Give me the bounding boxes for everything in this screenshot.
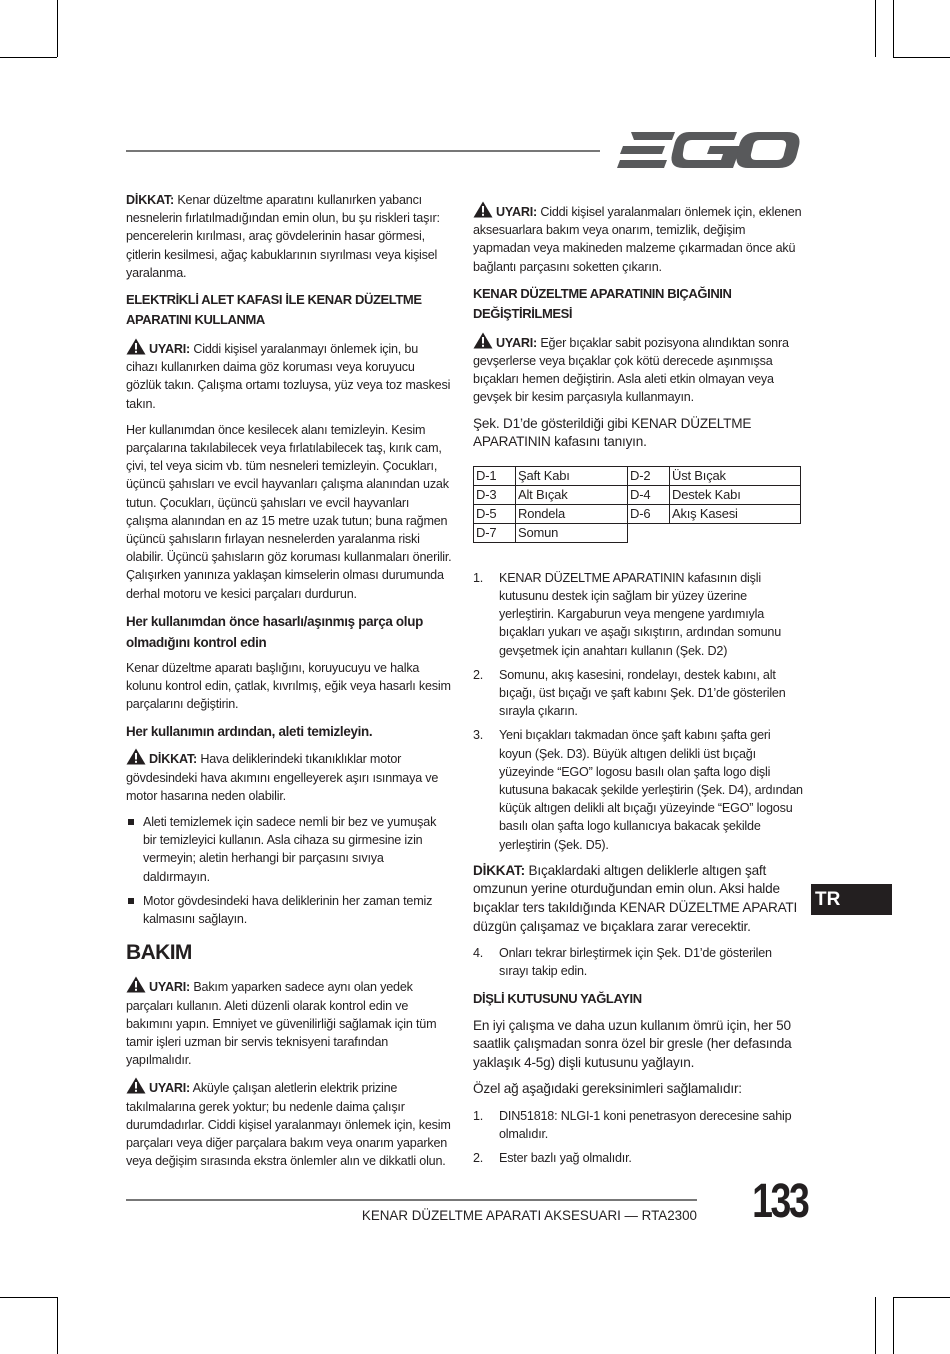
part-code: D-1 (474, 466, 516, 485)
section-heading-maintenance: BAKIM (126, 941, 192, 965)
warning-block (473, 201, 803, 276)
caution-label: DİKKAT: (473, 862, 525, 878)
warning-text: Ciddi kişisel yaralanmaları önlemek için, eklenen aksesuarlara bakım veya onarım, temizlik, değişim yapmadan veya makineden malzeme çıkarmadan önce akü bağlantı parçasını soketten çıkarın. (473, 205, 802, 274)
section-heading: ELEKTRİKLİ ALET KAFASI İLE KENAR DÜZELTME APARATINI KULLANMA (126, 292, 422, 328)
warning-text: Ciddi kişisel yaralanmayı önlemek için, bu cihazı kullanırken daima göz koruması veya koruyucu gözlük takın. Çalışma ortamı tozluysa, yüz veya toz maskesi takın. (126, 342, 451, 411)
empty-cell (628, 523, 670, 542)
warning-triangle-icon (126, 1077, 146, 1094)
warning-triangle-icon (126, 976, 146, 993)
list-item: Aleti temizlemek için sadece nemli bir bez ve yumuşak bir temizleyici kullanın. Asla cihaza su girmesine izin vermeyin; aletin herhangi bir parçasını sıvıya daldırmayın. (126, 813, 452, 886)
caution-label: DİKKAT: (149, 752, 198, 767)
caution-text: Kenar düzeltme aparatını kullanırken yabancı nesnelerin fırlatılmadığından emin olun, bu şu riskleri taşır: pencerelerin kırılması, araç gövdelerinin hasar görmesi, çitlerin kesilmesi, ağaç kabuklarının sıyrılması veya kişisel yaralanma. (126, 193, 440, 280)
caution-block (473, 862, 803, 936)
warning-label: UYARI: (149, 980, 191, 995)
reassembly-step (473, 944, 803, 980)
paragraph-identify: Şek. D1’de gösterildiği gibi KENAR DÜZELTME APARATININ kafasını tanıyın. (473, 415, 752, 450)
list-item: 3. Yeni bıçakları takmadan önce şaft kabını şafta geri koyun (Şek. D3). Büyük altıgen delikli üst bıçağı yüzeyinde “EGO” logosu basılı olan şafta logo dişli kutusuna bakacak şekilde yerleştirin (Şek. D4), ardından küçük altıgen delikli alt bıçağı yüzeyinde “EGO” logosu basılı olan şafta logo kullanıcıya bakacak şekilde yerleştirin (Şek. D5). (473, 728, 803, 852)
warning-label: UYARI: (496, 205, 538, 219)
cleaning-list (126, 813, 452, 928)
part-name: Alt Bıçak (516, 485, 628, 504)
paragraph-clear-area: Her kullanımdan önce kesilecek alanı temizleyin. Kesim parçalarına takılabilecek veya fırlatılabilecek taş, kırık cam, çivi, tel veya sicim vb. tüm nesneleri temizleyin. Çocukları, üçüncü şahısları ve evcil hayvanları çalışma alanından uzak tutun. Çocukları, üçüncü şahısları ve evcil hayvanları çalışma alanından en az 15 metre uzak tutun; buna rağmen üçüncü şahısların fırlayan nesnelerden yaralanma riski olabilir. Üçüncü şahısların göz koruması kullanmaları önerilir. Çalışırken yanınıza yaklaşan kimselerin olması durumunda derhal motoru ve kesici parçaları durdurun. (126, 422, 452, 601)
part-code: D-3 (474, 485, 516, 504)
crop-mark (875, 1297, 876, 1354)
table-row (474, 466, 801, 485)
intro-caution (126, 191, 452, 282)
crop-mark (0, 57, 57, 58)
crop-mark (893, 1297, 894, 1354)
caution-block (126, 748, 452, 805)
part-code: D-7 (474, 523, 516, 542)
caution-text: Bıçaklardaki altıgen deliklerle altıgen şaft omzunun yerine oturduğundan emin olun. Aksi halde bıçaklar ters takıldığında KENAR DÜZELTME APARATI düzgün çalışamaz ve bıçaklara zarar verecektir. (473, 862, 798, 934)
section-heading: DİŞLİ KUTUSUNU YAĞLAYIN (473, 990, 642, 1006)
section-heading: KENAR DÜZELTME APARATININ BIÇAĞININ DEĞİŞTİRİLMESİ (473, 285, 732, 321)
part-code: D-6 (628, 504, 670, 523)
subheading-clean: Her kullanımın ardından, aleti temizleyin. (126, 724, 373, 740)
part-code: D-5 (474, 504, 516, 523)
list-item: 1. KENAR DÜZELTME APARATININ kafasının dişli kutusunu destek için sağlam bir yüzey üzerine yerleştirin. Kargaburun veya mengene yardımıyla bıçakları yukarı ve aşağı sıkıştırın, ardından somunu gevşetmek için anahtarı kullanın (Şek. D2) (473, 570, 781, 658)
warning-text: Bakım yaparken sadece aynı olan yedek parçaları kullanın. Aleti düzenli olarak kontrol edin ve bakımını yapın. Emniyet ve güvenilirliği sağlamak için tüm tamir işleri uzman bir servis teknisyeni tarafından yapılmalıdır. (126, 980, 437, 1068)
warning-triangle-icon (473, 201, 493, 218)
list-item: 2. Somunu, akış kasesini, rondelayı, destek kabını, alt bıçağı, üst bıçağı ve şaft kabını Şek. D1’de gösterilen sırayla çıkarın. (473, 667, 786, 719)
caution-label: DİKKAT: (126, 193, 175, 207)
language-tab: TR (811, 884, 892, 915)
part-name: Üst Bıçak (670, 466, 801, 485)
crop-mark (893, 0, 894, 57)
part-name: Şaft Kabı (516, 466, 628, 485)
paragraph-requirements: Özel ağ aşağıdaki gereksinimleri sağlamalıdır: (473, 1081, 742, 1097)
warning-block (126, 338, 452, 413)
paragraph-check: Kenar düzeltme aparatı başlığını, koruyucuyu ve halka kolunu kontrol edin, çatlak, kıvrılmış, eğik veya hasarlı kesim parçalarını değiştirin. (126, 660, 451, 712)
list-item: 1. DIN51818: NLGI-1 koni penetrasyon derecesine sahip olmalıdır. (473, 1109, 792, 1142)
warning-label: UYARI: (149, 1081, 191, 1096)
part-code: D-2 (628, 466, 670, 485)
parts-table (473, 466, 801, 543)
list-item: Motor gövdesindeki hava deliklerinin her zaman temiz kalmasını sağlayın. (126, 892, 452, 928)
left-column (126, 191, 452, 1178)
part-name: Akış Kasesi (670, 504, 801, 523)
paragraph-grease: En iyi çalışma ve daha uzun kullanım ömrü için, her 50 saatlik çalışmadan sonra özel bir gresle (her defasında yaklaşık 4-5g) dişli kutusunu yağlayın. (473, 1017, 792, 1070)
list-item: 4. Onları tekrar birleştirmek için Şek. D1’de gösterilen sırayı takip edin. (473, 946, 772, 979)
table-row (474, 523, 801, 542)
warning-text: Eğer bıçaklar sabit pozisyona alındıktan sonra gevşerlerse veya bıçaklar çok kötü derecede aşınmışsa bıçakları hemen değiştirin. Asla aleti etkin olmayan veya gevşek bir kesim parçasıyla kullanmayın. (473, 335, 789, 405)
requirements-list (473, 1107, 803, 1168)
warning-triangle-icon (126, 748, 146, 765)
part-name: Destek Kabı (670, 485, 801, 504)
part-code: D-4 (628, 485, 670, 504)
warning-triangle-icon (473, 332, 493, 349)
warning-triangle-icon (126, 338, 146, 355)
list-item: 2. Ester bazlı yağ olmalıdır. (473, 1151, 632, 1166)
subheading-check: Her kullanımdan önce hasarlı/aşınmış parça olup olmadığını kontrol edin (126, 613, 423, 650)
table-row (474, 504, 801, 523)
replacement-steps (473, 569, 803, 854)
part-name: Somun (516, 523, 628, 542)
empty-cell (670, 523, 801, 542)
warning-block (473, 332, 803, 407)
ego-logo (617, 128, 800, 172)
warning-label: UYARI: (149, 342, 191, 357)
warning-block (126, 1077, 452, 1170)
warning-text: Aküyle çalışan aletlerin elektrik prizine takılmalarına gerek yoktur; bu nedenle daima çalışır durumdadırlar. Ciddi kişisel yaralanmayı önlemek için, kesim parçaları veya diğer parçalara bakım veya onarım yaparken veya değişim sırasında ekstra önlemler alın ve dikkatli olun. (126, 1081, 451, 1169)
right-column (473, 201, 803, 1176)
page-number: 133 (752, 1175, 808, 1228)
crop-mark (57, 0, 58, 57)
bullet-square-icon (128, 819, 134, 825)
footer-title: KENAR DÜZELTME APARATI AKSESUARI — RTA2300 (361, 1208, 697, 1223)
part-name: Rondela (516, 504, 628, 523)
table-row (474, 485, 801, 504)
header-rule (126, 150, 600, 152)
crop-mark (875, 0, 876, 57)
warning-label: UYARI: (496, 335, 538, 350)
crop-mark (57, 1297, 58, 1354)
crop-mark (893, 1297, 950, 1298)
crop-mark (893, 57, 950, 58)
footer-rule (126, 1199, 697, 1201)
warning-block (126, 976, 452, 1069)
caution-text: Hava deliklerindeki tıkanıklıklar motor gövdesindeki hava akımını engelleyerek aşırı ısınmaya ve motor hasarına neden olabilir. (126, 752, 439, 803)
crop-mark (0, 1297, 57, 1298)
bullet-square-icon (128, 898, 134, 904)
